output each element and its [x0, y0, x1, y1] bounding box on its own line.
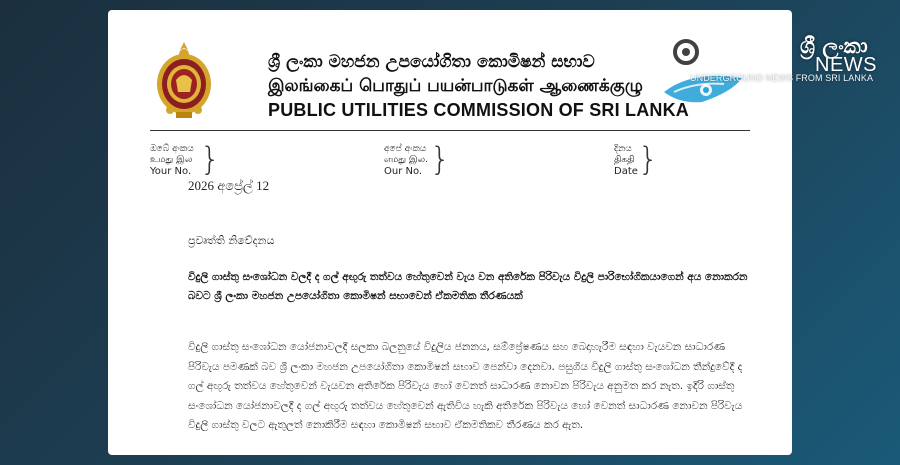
- press-release-heading: විදුලි ගාස්තු සංශෝධන වලදී ද ගල් අඟුරු තත්වය හේතුවෙන් වැය වන අතිරේක පිරිවැය විදුලි පාරිභෝගිකයාගෙන් අය නොකරන බවට ශ්‍රී ලංකා මහජන උපයෝගිතා කොමිෂන් සභාවෙන් ඒකමතික තීරණයක්: [188, 271, 748, 302]
- brace-icon: }: [200, 140, 221, 178]
- letter-date: 2026 අප්‍රේල් 12: [188, 178, 270, 193]
- press-release-label: ප්‍රවෘත්ති නිවේදනය: [188, 234, 275, 247]
- press-release-body: විදුලි ගාස්තු සංශෝධන යෝජනාවලදී සලකා බලනුයේ විදුලිය ජනනය, සම්ප්‍රේෂණය සහ බෙදාහැරීම සඳහා වැයවන සාධාරණ පිරිවැය පමණක් බව ශ්‍රී ලංකා මහජන උපයෝගිතා කොමිෂන් සභාව පෙන්වා දෙනවා. පසුගිය විදුලි ගාස්තු සංශෝධන තීන්දුවේදී ද ගල් අඟුරු තත්වය හේතුවෙන් වැයවන අතිරේක පිරිවැය හෝ වෙනත් සාධාරණ නොවන පිරිවැය අනුමත කර නැත. ඉදිරි ගාස්තු සංශෝධන යෝජනාවලදී ද ගල් අඟුරු තත්වය හේතුවෙන් ඇතිවිය හැකි අතිරේක පිරිවැය හෝ වෙනත් සාධාරණ නොවන පිරිවැය විදුලි ගාස්තු වලට ඇතුලත් නොකිරීම සඳහා කොමිෂන් සභාව ඒකමතිකව තීරණය කර ඇත.: [188, 341, 743, 431]
- watermark-brand-news: NEWS: [815, 54, 877, 76]
- brace-icon: }: [430, 140, 451, 178]
- date-label-si: දිනය: [614, 144, 632, 154]
- our-number-label-si: අපේ අංකය: [384, 144, 427, 154]
- commission-name-tamil: இலங்கைப் பொதுப் பயன்பாடுகள் ஆணைக்குழு: [268, 76, 643, 96]
- brace-icon: }: [638, 140, 659, 178]
- date-field: [614, 140, 659, 178]
- our-number-label-ta: எமது இல.: [384, 155, 429, 165]
- your-number-label-en: Your No.: [150, 166, 192, 177]
- date-label-en: Date: [614, 166, 638, 177]
- header-divider: [150, 130, 750, 131]
- sri-lanka-emblem-icon: [154, 40, 214, 120]
- your-number-label-ta: உமது இல: [150, 155, 193, 165]
- date-label-ta: திகதி: [614, 155, 635, 165]
- commission-name-sinhala: ශ්‍රී ලංකා මහජන උපයෝගිතා කොමිෂන් සභාව: [268, 52, 595, 72]
- our-number-field: [384, 140, 451, 178]
- commission-name-english: PUBLIC UTILITIES COMMISSION OF SRI LANKA: [268, 100, 689, 120]
- your-number-label-si: ඔබේ අංකය: [150, 144, 194, 154]
- your-number-field: [150, 140, 221, 178]
- watermark-brand-sinhala: ශ්‍රී ලංකා: [800, 34, 868, 58]
- watermark-tagline: UNDERGROUND NEWS FROM SRI LANKA: [690, 73, 874, 83]
- our-number-label-en: Our No.: [384, 166, 423, 177]
